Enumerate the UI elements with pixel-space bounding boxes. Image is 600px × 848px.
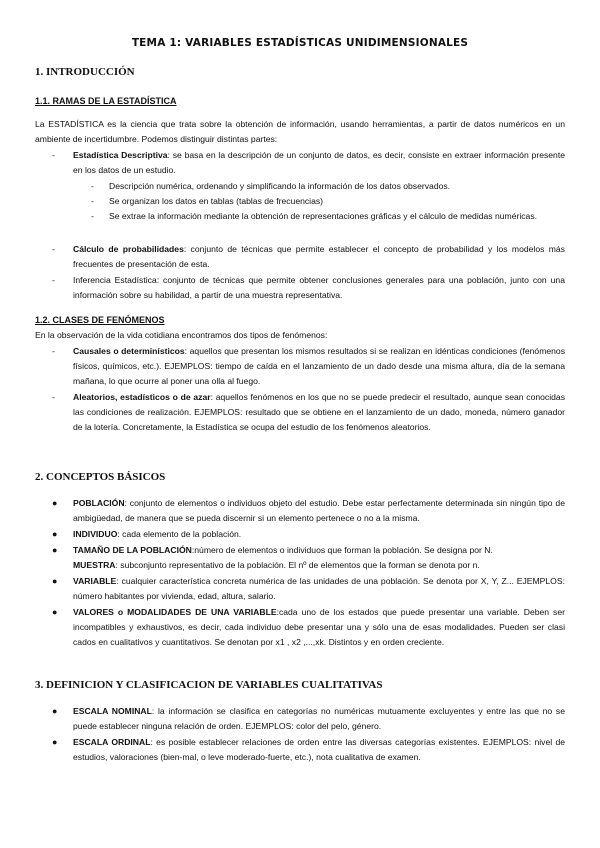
list-item-muestra: [73, 558, 565, 573]
text-descriptiva: : se basa en la descripción de un conjunto de datos, es decir, consiste en extraer información presente en los datos de un estudio.: [73, 150, 565, 175]
list-item-individuo: [73, 527, 565, 542]
text-ordinal: : es posible establecer relaciones de orden entre las diversas categorías existentes. EJEMPLOS: nivel de estudios, valoraciones (bien-mal, o leve moderado-fuerte, etc.), nota cualitativa de examen.: [73, 737, 566, 762]
bullet-marker: ●: [52, 529, 58, 539]
text-individuo: : cada elemento de la población.: [117, 529, 242, 539]
list-item-probabilidades: [73, 242, 565, 272]
section-3-heading: 3. DEFINICION Y CLASIFICACION DE VARIABLES CUALITATIVAS: [35, 679, 383, 691]
term-descriptiva: Estadística Descriptiva: [73, 150, 168, 160]
text-probabilidades: : conjunto de técnicas que permite establecer el concepto de probabilidad y los modelos más frecuentes de presentación de esta.: [73, 244, 565, 269]
dash-marker: -: [91, 196, 94, 206]
term-probabilidades: Cálculo de probabilidades: [73, 244, 184, 254]
bullet-marker: ●: [52, 706, 58, 716]
text-variable: : cualquier característica concreta numérica de las unidades de una población. Se denota por X, Y, Z... EJEMPLOS: número habitantes por vivienda, edad, altura, salario.: [73, 576, 565, 601]
fenomenos-intro: En la observación de la vida cotidiana encontramos dos tipos de fenómenos:: [35, 330, 328, 340]
term-muestra: MUESTRA: [73, 560, 116, 570]
text-tamano: :número de elementos o individuos que forman la población. Se designa por N.: [191, 545, 493, 555]
bullet-marker: ●: [52, 498, 58, 508]
dash-marker: -: [91, 211, 94, 221]
list-item-variable: [73, 574, 565, 604]
document-title: TEMA 1: VARIABLES ESTADÍSTICAS UNIDIMENSIONALES: [131, 37, 469, 49]
dash-marker: -: [52, 392, 55, 402]
subsection-1-1-heading: 1.1. RAMAS DE LA ESTADÍSTICA: [35, 96, 177, 106]
text-nominal: : la información se clasifica en categorías no numéricas mutuamente excluyentes y entre las que no se puede establecer ninguna relación de orden. EJEMPLOS: color del pelo, género.: [73, 706, 565, 731]
list-item-ordinal: [73, 735, 565, 765]
list-item-inferencia: Inferencia Estadística: conjunto de técnicas que permite obtener conclusiones generales para una población, junto con una información sobre su habilidad, a partir de una muestra representativa.: [73, 275, 565, 300]
text-aleatorios: : aquellos fenómenos en los que no se puede predecir el resultado, aunque sean conocidas las condiciones de realización. EJEMPLOS: resultado que se obtiene en el lanzamiento de un dado, moneda, número ganador de la lotería. Concretamente, la Estadística se ocupa del estudio de los fenómenos aleatorios.: [73, 392, 565, 432]
bullet-marker: ●: [52, 607, 58, 617]
list-item-aleatorios: [73, 390, 565, 435]
text-valores: :cada uno de los estados que puede presentar una variable. Deben ser incompatibles y exhaustivos, es decir, cada individuo debe presentar una y sólo una de esas modalidades. Pueden ser clasi cados en cualitativos y cuantitativos. Se denotan por x1 , x2 ,...,xk. Distintos y en orden creciente.: [73, 607, 565, 647]
text-poblacion: : conjunto de elementos o individuos objeto del estudio. Debe estar perfectamente determinada sin ningún tipo de ambigüedad, de manera que se pueda discernir si un elemento pertenece o no a la misma.: [73, 498, 565, 523]
bullet-marker: ●: [52, 576, 58, 586]
dash-marker: -: [52, 275, 55, 285]
dash-marker: -: [52, 346, 55, 356]
list-item-causales: [73, 344, 565, 389]
section-1-heading: 1. INTRODUCCIÓN: [35, 66, 135, 78]
subsection-1-2-heading: 1.2. CLASES DE FENÓMENOS: [35, 315, 165, 325]
term-aleatorios: Aleatorios, estadísticos o de azar: [73, 392, 211, 402]
bullet-marker: ●: [52, 545, 58, 555]
term-poblacion: POBLACIÓN: [73, 498, 125, 508]
sub-list-item: Descripción numérica, ordenando y simplificando la información de los datos observados.: [109, 181, 451, 191]
list-item-nominal: [73, 704, 565, 734]
list-item-valores: [73, 605, 565, 650]
list-item-descriptiva: [73, 148, 565, 178]
term-ordinal: ESCALA ORDINAL: [73, 737, 151, 747]
term-causales: Causales o determinísticos: [73, 346, 185, 356]
dash-marker: -: [52, 244, 55, 254]
sub-list-item: Se extrae la información mediante la obtención de representaciones gráficas y el cálculo de medidas numéricas.: [109, 211, 538, 221]
text-causales: : aquellos que presentan los mismos resultados si se realizan en idénticas condiciones (fenómenos físicos, químicos, etc.). EJEMPLOS: tiempo de caída en el lanzamiento de un dado desde una misma altura, día de la semana mañana, lo que ocurre al poner una olla al fuego.: [73, 346, 565, 386]
dash-marker: -: [52, 150, 55, 160]
term-tamano: TAMAÑO DE LA POBLACIÓN: [73, 545, 192, 555]
term-individuo: INDIVIDUO: [73, 529, 118, 539]
sub-list-item: Se organizan los datos en tablas (tablas de frecuencias): [109, 196, 324, 206]
section-2-heading: 2. CONCEPTOS BÁSICOS: [35, 471, 166, 483]
term-nominal: ESCALA NOMINAL: [73, 706, 152, 716]
list-item-poblacion: [73, 496, 565, 526]
term-valores: VALORES o MODALIDADES DE UNA VARIABLE: [73, 607, 277, 617]
dash-marker: -: [91, 181, 94, 191]
term-variable: VARIABLE: [73, 576, 117, 586]
intro-paragraph: La ESTADÍSTICA es la ciencia que trata sobre la obtención de información, usando herramientas, a partir de datos numéricos en un ambiente de incertidumbre. Podemos distinguir distintas partes:: [35, 119, 565, 144]
bullet-marker: ●: [52, 737, 58, 747]
list-item-tamano: [73, 543, 565, 558]
text-muestra: : subconjunto representativo de la población. El nº de elementos que la forman se denota por n.: [115, 560, 480, 570]
